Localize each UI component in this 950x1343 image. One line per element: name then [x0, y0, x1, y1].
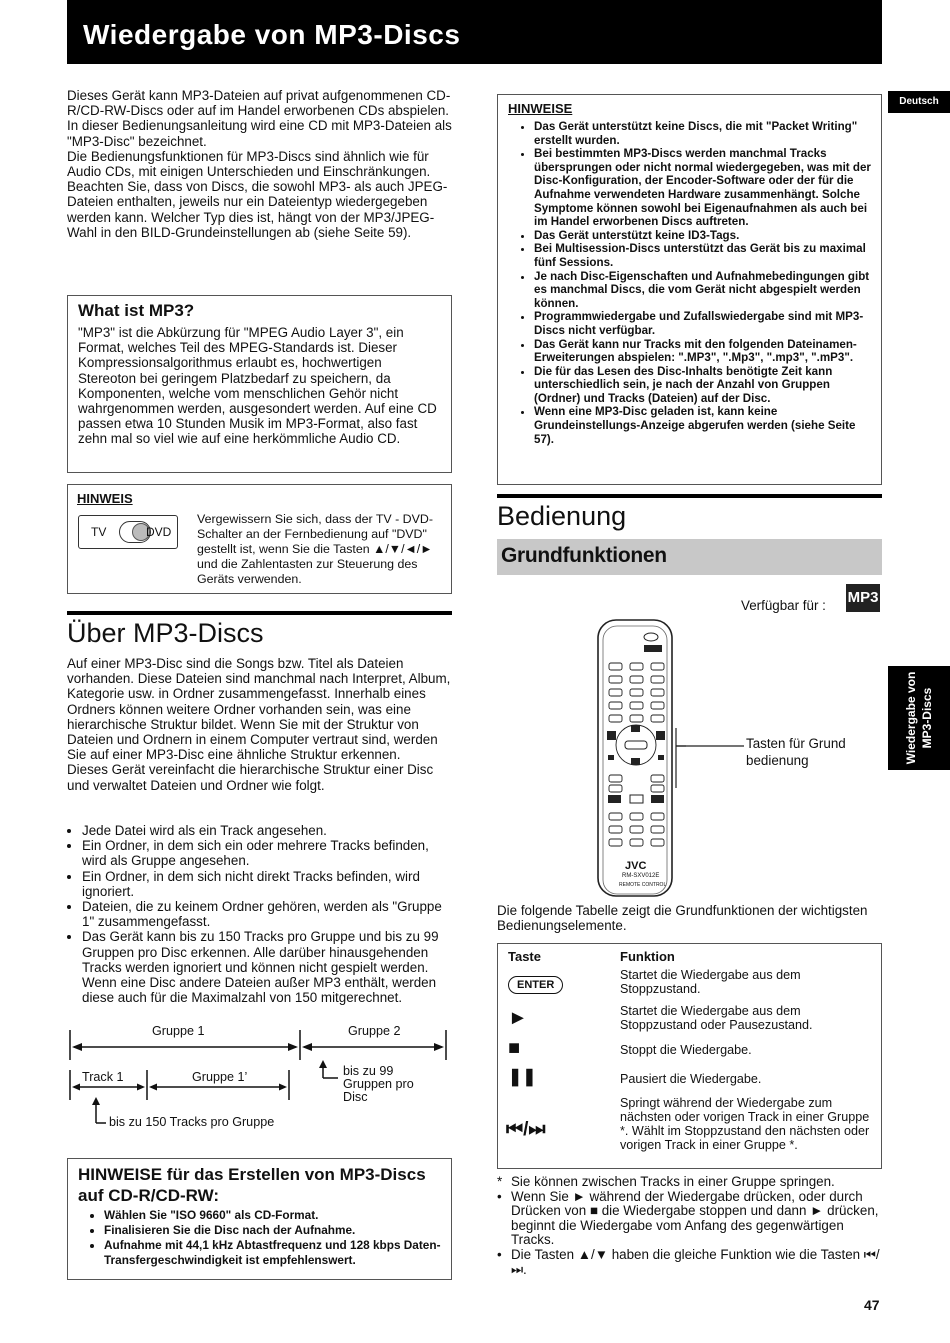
switch-dvd-label: DVD: [146, 525, 172, 539]
callout-line: [676, 735, 746, 765]
list-item: • Das Gerät kann nur Tracks mit den folgenden Dateinamen-Erweiterungen abspielen: ".MP3", ".Mp3", ".mp3", ".mP3".: [534, 338, 871, 365]
intro-paragraph-1: Dieses Gerät kann MP3-Dateien auf privat aufgenommenen CD-R/CD-RW-Discs oder auf im Handel erworbenen CDs abspielen. In dieser Bedienungsanleitung wird eine CD mit MP3-Dateien als "MP3-Disc" bezeichnet.: [67, 88, 452, 149]
table-row: [508, 975, 563, 994]
table-cell-function: Startet die Wiedergabe aus dem Stoppzustand oder Pausezustand.: [620, 1004, 813, 1032]
list-item: • Die für das Lesen des Disc-Inhalts benötigte Zeit kann unterschiedlich sein, je nach der Anzahl von Gruppen (Ordner) und Tracks (Dateien) auf der Disc.: [534, 365, 871, 406]
grundfunktionen-title: Grundfunktionen: [501, 544, 667, 567]
list-item: • Ein Ordner, in dem sich nicht direkt Tracks befinden, wird ignoriert.: [82, 869, 452, 899]
section-tab-line2: MP3-Discs: [920, 687, 934, 749]
hinweis-text: Vergewissern Sie sich, dass der TV - DVD-Schalter an der Fernbedienung auf "DVD" gestellt ist, wenn Sie die Tasten ▲/▼/◄/► und die Zahlentasten zur Steuerung des Geräts verwenden.: [197, 512, 433, 586]
table-cell-function: Pausiert die Wiedergabe.: [620, 1072, 762, 1086]
diagram-gruppe1b-label: Gruppe 1’: [192, 1070, 248, 1084]
list-item: • Wählen Sie "ISO 9660" als CD-Format.: [104, 1208, 441, 1223]
bedienung-title: Bedienung: [497, 501, 627, 531]
list-item: • Aufnahme mit 44,1 kHz Abtastfrequenz und 128 kbps Daten-Transfergeschwindigkeit ist empfehlenswert.: [104, 1238, 441, 1268]
list-item: • Dateien, die zu keinem Ordner gehören, werden als "Gruppe 1" zusammengefasst.: [82, 899, 452, 929]
ueber-text: [67, 656, 452, 793]
note-text: Wenn Sie ► während der Wiedergabe drücken, oder durch Drücken von ■ die Wiedergabe stoppen und dann ► drücken, beginnt die Wiedergabe vom Anfang des gegenwärtigen Tracks.: [511, 1188, 879, 1248]
note-mark: *: [497, 1174, 503, 1189]
list-item: • Programmwiedergabe und Zufallswiedergabe sind mit MP3-Discs nicht verfügbar.: [534, 310, 871, 337]
diagram-max-tracks-label: bis zu 150 Tracks pro Gruppe: [109, 1115, 275, 1129]
remote-control-icon: [596, 618, 686, 900]
list-item: • Bei Multisession-Discs unterstützt das Gerät bis zu maximal fünf Sessions.: [534, 242, 871, 269]
table-header-key: Taste: [508, 949, 541, 964]
note-mark: •: [497, 1246, 502, 1262]
switch-tv-label: TV: [91, 525, 107, 539]
ueber-paragraph-2: Dieses Gerät vereinfacht die hierarchische Struktur einer Disc und verwaltet Dateien und Ordner wie folgt.: [67, 762, 434, 793]
diagram-gruppe2-label: Gruppe 2: [348, 1024, 401, 1038]
section-tab: [888, 666, 950, 770]
remote-model: RM-SXV012E: [622, 873, 660, 879]
remote-callout-label: Tasten für Grund bedienung: [746, 736, 846, 768]
list-item: • Je nach Disc-Eigenschaften und Aufnahmebedingungen gibt es manchmal Discs, die vom Gerät nicht abgespielt werden können.: [534, 270, 871, 311]
intro-paragraph-3: Beachten Sie, dass von Discs, die sowohl MP3- als auch JPEG-Dateien enthalten, jeweils nur ein Dateientyp wiedergegeben werden kann. Welcher Typ dies ist, hängt von der MP3/JPEG-Wahl in den BILD-Grundeinstellungen ab (siehe Seite 59).: [67, 179, 448, 240]
intro-paragraph-2: Die Bedienungsfunktionen für MP3-Discs sind ähnlich wie für Audio CDs, mit einigen Unterschieden und Einschränkungen.: [67, 148, 431, 180]
cdr-notes-box: [67, 1158, 452, 1280]
page-number: 47: [864, 1297, 880, 1313]
ueber-title: Über MP3-Discs: [67, 618, 264, 648]
note-text: Sie können zwischen Tracks in einer Gruppe springen.: [511, 1174, 835, 1189]
section-tab-line1: Wiedergabe von: [904, 671, 918, 765]
table-header-function: Funktion: [620, 949, 675, 964]
list-item: • Finalisieren Sie die Disc nach der Aufnahme.: [104, 1223, 441, 1238]
section-rule-ueber: [67, 611, 452, 615]
list-item: • Wenn eine MP3-Disc geladen ist, kann keine Grundeinstellungs-Anzeige abgerufen werden (siehe Seite 57).: [534, 405, 871, 446]
list-item: • Jede Datei wird als ein Track angesehen.: [82, 823, 452, 838]
remote-brand: JVC: [625, 860, 647, 872]
note-row: [497, 1248, 882, 1277]
table-intro: Die folgende Tabelle zeigt die Grundfunktionen der wichtigsten Bedienungselemente.: [497, 903, 868, 934]
what-is-mp3-title: What ist MP3?: [78, 301, 195, 320]
cdr-notes-title: HINWEISE für das Erstellen von MP3-Discs auf CD-R/CD-RW:: [78, 1165, 426, 1205]
note-mark: •: [497, 1188, 502, 1204]
table-cell-function: Stoppt die Wiedergabe.: [620, 1043, 752, 1057]
what-is-mp3-box: [67, 295, 452, 473]
list-item: • Ein Ordner, in dem sich ein oder mehrere Tracks befinden, wird als Gruppe angesehen.: [82, 838, 452, 868]
diagram-max-groups-label: bis zu 99 Gruppen pro Disc: [343, 1064, 414, 1104]
language-tab: Deutsch: [888, 91, 950, 113]
what-is-mp3-text: "MP3" ist die Abkürzung für "MPEG Audio Layer 3", ein Format, welches Teil des MPEG-Standards ist. Dieser Kompressionsalgorithmus erlaubt es, hochwertigen Stereoton bei geringem Platzbedarf zu speichern, da Komponenten, welche vom menschlichen Gehör nicht wahrgenommen werden, ausgesondert werden. Auf eine CD passen etwa 10 Stunden Musik im MP3-Format, also fast zehn mal so viel wie auf eine herkömmliche Audio CD.: [78, 325, 437, 447]
stop-icon: ■: [508, 1037, 521, 1059]
function-table-box: [497, 943, 882, 1169]
bedienung-notes: [497, 1175, 882, 1277]
diagram-gruppe1-label: Gruppe 1: [152, 1024, 205, 1038]
pause-icon: ❚❚: [508, 1067, 537, 1086]
mp3-badge: MP3: [846, 584, 880, 612]
note-text: Die Tasten ▲/▼ haben die gleiche Funktion wie die Tasten ⏮/⏭.: [511, 1246, 880, 1277]
tv-dvd-switch: [78, 515, 178, 549]
hinweis-label: HINWEIS: [77, 491, 133, 506]
list-item: • Das Gerät kann bis zu 150 Tracks pro Gruppe und bis zu 99 Gruppen pro Disc erkennen. Alle darüber hinausgehenden Tracks werden ignoriert und können nicht gespielt werden. Wenn eine Disc andere Dateien außer MP3 enthält, werden diese auch für die Maximalzahl von 150 mitgerechnet.: [82, 929, 452, 1005]
hinweis-box: [67, 484, 452, 594]
ueber-paragraph-1: Auf einer MP3-Disc sind die Songs bzw. Titel als Dateien vorhanden. Diese Dateien sind manchmal nach Interpret, Album, Kategorie usw. in Ordner zusammengefasst. Innerhalb eines Ordners können weitere Ordner vorhanden sein, was eine hierarchische Struktur bildet. Wenn Sie mit der Struktur von Dateien und Ordnern in einem Computer vertraut sind, werden Sie auf einer MP3-Disc eine ähnliche Struktur erkennen.: [67, 656, 451, 763]
available-label: Verfügbar für :: [741, 598, 826, 613]
section-rule-bedienung: [497, 494, 882, 498]
table-cell-function: Springt während der Wiedergabe zum nächsten oder vorigen Track in einer Gruppe *. Wählt im Stoppzustand den nächsten oder vorigen Track in einer Gruppe *.: [620, 1096, 870, 1152]
remote-caption: REMOTE CONTROL: [619, 882, 667, 888]
list-item: • Das Gerät unterstützt keine ID3-Tags.: [534, 229, 871, 243]
list-item: • Bei bestimmten MP3-Discs werden manchmal Tracks übersprungen oder nicht normal wiedergegeben, was mit der Disc-Konfiguration, der Encoder-Software oder der für die Aufnahme verwendeten Hardware zusammenhängt. Solche Symptome können sowohl bei Eigenaufnahmen als auch bei im Handel erworbenen Discs auftreten.: [534, 147, 871, 229]
table-cell-function: Startet die Wiedergabe aus dem Stoppzustand.: [620, 968, 801, 996]
ueber-bullets: [67, 823, 452, 1005]
hinweise-box: [497, 94, 882, 485]
list-item: • Das Gerät unterstützt keine Discs, die mit "Packet Writing" erstellt wurden.: [534, 120, 871, 147]
play-icon: ►: [508, 1007, 528, 1029]
hinweise-label: HINWEISE: [508, 101, 573, 116]
note-row: [497, 1190, 882, 1248]
enter-key-icon: ENTER: [508, 976, 563, 994]
page-title: Wiedergabe von MP3-Discs: [83, 19, 461, 50]
skip-icon: ⏮/⏭: [506, 1119, 546, 1140]
intro-text: [67, 88, 452, 240]
note-row: [497, 1175, 882, 1190]
diagram-track1-label: Track 1: [82, 1070, 124, 1084]
